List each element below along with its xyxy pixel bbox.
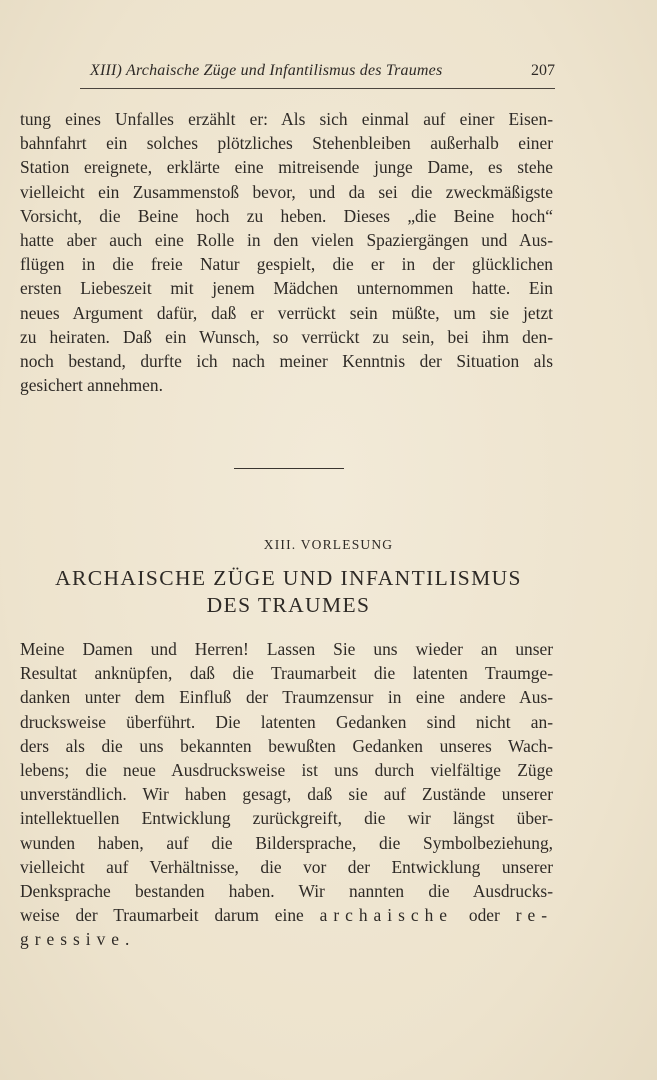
text-line: Denksprache bestanden haben. Wir nannten die Ausdrucks- [20, 880, 553, 901]
text-line: danken unter dem Einfluß der Traumzensur in eine andere Aus- [20, 687, 553, 708]
text-line: unverständlich. Wir haben gesagt, daß sie auf Zustände unserer [20, 784, 553, 805]
text-line: intellektuellen Entwicklung zurückgreift, die wir längst über- [20, 808, 553, 829]
header-rule [80, 88, 555, 89]
text-line: Resultat anknüpfen, daß die Traumarbeit die latenten Traumge- [20, 663, 553, 684]
paragraph-continuation [20, 107, 553, 397]
running-header [80, 62, 555, 86]
text-line: vielleicht auf Verhältnisse, die vor der Entwicklung unserer [20, 856, 553, 877]
chapter-title-line-1: ARCHAISCHE ZÜGE UND INFANTILISMUS [55, 566, 522, 590]
chapter-title-line-2: DES TRAUMES [206, 593, 371, 617]
lecture-heading: XIII. VORLESUNG [263, 537, 394, 552]
text-line: drucksweise überführt. Die latenten Gedanken sind nicht an- [20, 711, 553, 732]
page-number: 207 [531, 62, 555, 79]
text-line: Station ereignete, erklärte eine mitreisende junge Dame, es stehe [20, 157, 553, 178]
running-title: XIII) Archaische Züge und Infantilismus des Traumes [90, 62, 443, 79]
emphasized-word: re- [515, 905, 553, 926]
text-line: hatte aber auch eine Rolle in den vielen Spaziergängen und Aus- [20, 229, 553, 250]
text-line: neues Argument dafür, daß er verrückt sein müßte, um sie jetzt [20, 302, 553, 323]
text-line: tung eines Unfalles erzählt er: Als sich einmal auf einer Eisen- [20, 109, 553, 129]
text-run: . [125, 929, 130, 950]
text-run: oder [453, 905, 516, 926]
text-line: flügen in die freie Natur gespielt, die er in der glücklichen [20, 254, 553, 275]
paragraph-opening [20, 637, 553, 951]
emphasized-word: gressive [20, 929, 125, 950]
text-line-emphasis [20, 903, 553, 927]
text-line: bahnfahrt ein solches plötzliches Stehenbleiben außerhalb einer [20, 133, 553, 154]
text-line: ersten Liebeszeit mit jenem Mädchen unternommen hatte. Ein [20, 278, 553, 299]
text-line-emphasis [20, 927, 553, 951]
section-divider [234, 468, 344, 469]
text-line: Vorsicht, die Beine hoch zu heben. Dieses „die Beine hoch“ [20, 205, 553, 226]
text-line: wunden haben, auf die Bildersprache, die Symbolbeziehung, [20, 832, 553, 853]
emphasized-word: archaische [319, 905, 454, 926]
text-line: ders als die uns bekannten bewußten Gedanken unseres Wach- [20, 735, 553, 756]
text-line: zu heiraten. Daß ein Wunsch, so verrückt zu sein, bei ihm den- [20, 326, 553, 347]
text-run: weise der Traumarbeit darum eine [20, 905, 320, 926]
text-line: lebens; die neue Ausdrucksweise ist uns durch vielfältige Züge [20, 759, 553, 780]
text-line: vielleicht ein Zusammenstoß bevor, und da sei die zweckmäßigste [20, 181, 553, 202]
text-line: gesichert annehmen. [20, 375, 163, 396]
text-line: Meine Damen und Herren! Lassen Sie uns wieder an unser [20, 639, 553, 659]
text-line: noch bestand, durfte ich nach meiner Kenntnis der Situation als [20, 350, 553, 371]
